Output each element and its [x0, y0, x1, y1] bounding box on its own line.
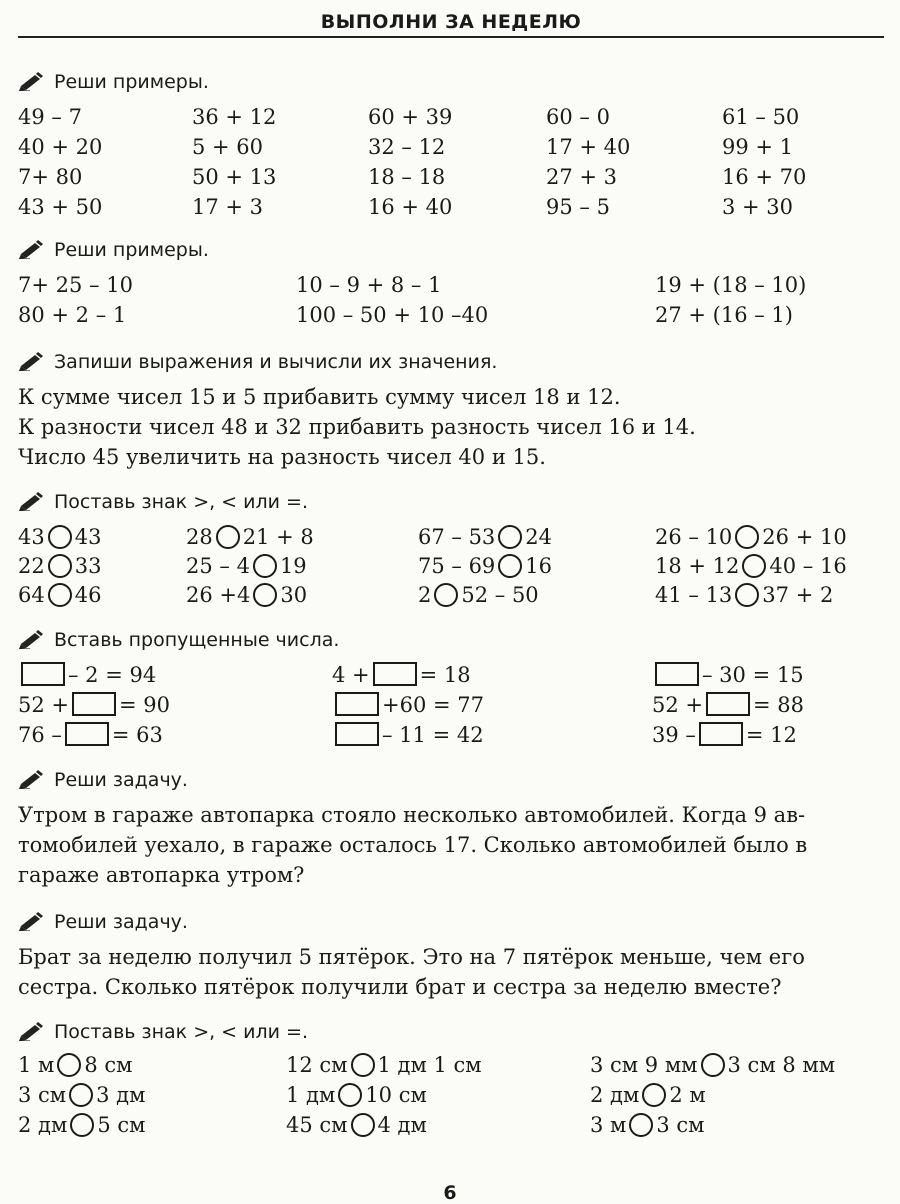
compare-circle[interactable] [48, 583, 72, 607]
comparison: 12 см 1 дм 1 см [286, 1053, 482, 1077]
comparison: 2 52 – 50 [418, 583, 539, 607]
comparison: 67 – 53 24 [418, 525, 553, 549]
task-line: Утром в гараже автопарка стояло несколько автомобилей. Когда 9 ав- [18, 803, 806, 827]
example: 60 – 0 [546, 105, 610, 129]
compare-circle[interactable] [70, 1113, 94, 1137]
answer-box[interactable] [65, 722, 109, 746]
example: 99 + 1 [722, 135, 794, 159]
comparison: 2 дм 2 м [590, 1083, 706, 1107]
fill-in-equation: – 11 = 42 [332, 720, 484, 750]
task-line: томобилей уехало, в гараже осталось 17. Сколько автомобилей было в [18, 833, 808, 857]
instruction-text: Реши примеры. [54, 239, 209, 261]
answer-box[interactable] [373, 662, 417, 686]
instruction-text: Реши задачу. [54, 769, 188, 791]
instruction-text: Поставь знак >, < или =. [54, 491, 308, 513]
comparison: 41 – 13 37 + 2 [655, 583, 834, 607]
example: 17 + 3 [192, 195, 264, 219]
comparison: 3 см 9 мм 3 см 8 мм [590, 1053, 836, 1077]
answer-box[interactable] [21, 662, 65, 686]
fill-in-equation: 76 – = 63 [18, 723, 163, 747]
answer-box[interactable] [335, 692, 379, 716]
comparison: 28 21 + 8 [186, 525, 314, 549]
instruction-text: Вставь пропущенные числа. [54, 629, 340, 651]
compare-circle[interactable] [351, 1113, 375, 1137]
comparison: 25 – 4 19 [186, 554, 307, 578]
page-number: 6 [443, 1182, 457, 1204]
example: 80 + 2 – 1 [18, 303, 127, 327]
fill-in-equation: – 2 = 94 [18, 660, 156, 690]
task-line: Брат за неделю получил 5 пятёрок. Это на 7 пятёрок меньше, чем его [18, 945, 805, 969]
compare-circle[interactable] [642, 1083, 666, 1107]
pencil-icon [18, 71, 44, 91]
instruction-text: Реши примеры. [54, 71, 209, 93]
task-line: гараже автопарка утром? [18, 863, 305, 887]
compare-circle[interactable] [434, 583, 458, 607]
pencil-icon [18, 911, 44, 931]
compare-circle[interactable] [57, 1053, 81, 1077]
comparison: 45 см 4 дм [286, 1113, 427, 1137]
section-7-instruction [18, 908, 188, 936]
instruction-text: Поставь знак >, < или =. [54, 1021, 308, 1043]
pencil-icon [18, 491, 44, 511]
fill-in-equation: 39 – = 12 [652, 723, 797, 747]
comparison: 1 дм 10 см [286, 1083, 427, 1107]
example: 32 – 12 [368, 135, 446, 159]
page-header: ВЫПОЛНИ ЗА НЕДЕЛЮ [18, 6, 884, 38]
example: 7+ 80 [18, 165, 83, 189]
compare-circle[interactable] [735, 525, 759, 549]
pencil-icon [18, 629, 44, 649]
compare-circle[interactable] [735, 583, 759, 607]
compare-circle[interactable] [338, 1083, 362, 1107]
example: 50 + 13 [192, 165, 277, 189]
pencil-icon [18, 351, 44, 371]
example: 16 + 70 [722, 165, 807, 189]
fill-in-equation: +60 = 77 [332, 690, 484, 720]
comparison: 18 + 12 40 – 16 [655, 554, 847, 578]
example: 43 + 50 [18, 195, 103, 219]
example: 49 – 7 [18, 105, 82, 129]
example: 5 + 60 [192, 135, 264, 159]
section-3-instruction [18, 348, 497, 376]
task-line: К разности чисел 48 и 32 прибавить разность чисел 16 и 14. [18, 415, 696, 439]
example: 19 + (18 – 10) [655, 273, 807, 297]
answer-box[interactable] [706, 692, 750, 716]
section-5-instruction [18, 626, 339, 654]
fill-in-equation: 4 + = 18 [332, 663, 471, 687]
fill-in-equation: 52 + = 88 [652, 693, 804, 717]
example: 10 – 9 + 8 – 1 [296, 273, 442, 297]
example: 100 – 50 + 10 –40 [296, 303, 489, 327]
answer-box[interactable] [335, 722, 379, 746]
fill-in-equation: – 30 = 15 [652, 660, 804, 690]
comparison: 26 – 10 26 + 10 [655, 525, 847, 549]
task-line: сестра. Сколько пятёрок получили брат и сестра за неделю вместе? [18, 975, 782, 999]
answer-box[interactable] [72, 692, 116, 716]
comparison: 26 +4 30 [186, 583, 308, 607]
compare-circle[interactable] [48, 554, 72, 578]
answer-box[interactable] [655, 662, 699, 686]
comparison: 64 46 [18, 583, 102, 607]
comparison: 75 – 69 16 [418, 554, 553, 578]
example: 60 + 39 [368, 105, 453, 129]
compare-circle[interactable] [351, 1053, 375, 1077]
compare-circle[interactable] [498, 525, 522, 549]
comparison: 2 дм 5 см [18, 1113, 146, 1137]
pencil-icon [18, 1021, 44, 1041]
comparison: 1 м 8 см [18, 1053, 133, 1077]
task-line: Число 45 увеличить на разность чисел 40 и 15. [18, 445, 546, 469]
section-4-instruction [18, 488, 308, 516]
example: 27 + 3 [546, 165, 618, 189]
example: 95 – 5 [546, 195, 610, 219]
answer-box[interactable] [699, 722, 743, 746]
pencil-icon [18, 239, 44, 259]
task-line: К сумме чисел 15 и 5 прибавить сумму чисел 18 и 12. [18, 385, 621, 409]
example: 16 + 40 [368, 195, 453, 219]
example: 61 – 50 [722, 105, 800, 129]
comparison: 43 43 [18, 525, 102, 549]
section-1-instruction [18, 68, 209, 96]
example: 18 – 18 [368, 165, 446, 189]
example: 17 + 40 [546, 135, 631, 159]
compare-circle[interactable] [701, 1053, 725, 1077]
compare-circle[interactable] [69, 1083, 93, 1107]
compare-circle[interactable] [216, 525, 240, 549]
example: 40 + 20 [18, 135, 103, 159]
example: 36 + 12 [192, 105, 277, 129]
example: 27 + (16 – 1) [655, 303, 793, 327]
compare-circle[interactable] [629, 1113, 653, 1137]
instruction-text: Реши задачу. [54, 911, 188, 933]
comparison: 22 33 [18, 554, 102, 578]
example: 3 + 30 [722, 195, 794, 219]
comparison: 3 м 3 см [590, 1113, 705, 1137]
section-8-instruction [18, 1018, 308, 1046]
instruction-text: Запиши выражения и вычисли их значения. [54, 351, 498, 373]
compare-circle[interactable] [742, 554, 766, 578]
section-6-instruction [18, 766, 188, 794]
comparison: 3 см 3 дм [18, 1083, 146, 1107]
pencil-icon [18, 769, 44, 789]
example: 7+ 25 – 10 [18, 273, 133, 297]
compare-circle[interactable] [498, 554, 522, 578]
fill-in-equation: 52 + = 90 [18, 693, 170, 717]
compare-circle[interactable] [253, 583, 277, 607]
compare-circle[interactable] [253, 554, 277, 578]
compare-circle[interactable] [48, 525, 72, 549]
section-2-instruction [18, 236, 209, 264]
